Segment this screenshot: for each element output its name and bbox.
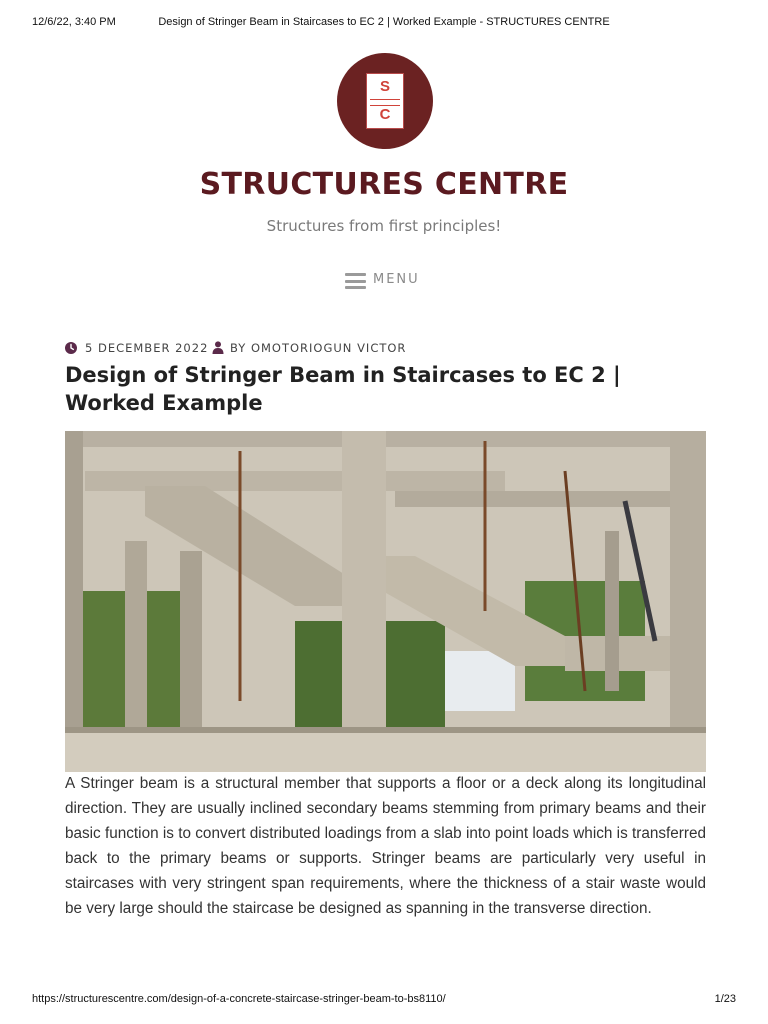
print-document-title: Design of Stringer Beam in Staircases to EC 2 | Worked Example - STRUCTURES CENTRE	[158, 16, 610, 28]
print-page-number: 1/23	[714, 993, 736, 1005]
menu-toggle-button[interactable]	[345, 270, 425, 292]
print-datetime: 12/6/22, 3:40 PM	[32, 16, 116, 28]
post-date[interactable]: 5 DECEMBER 2022	[85, 341, 209, 355]
logo-frame	[366, 73, 404, 129]
user-icon	[212, 341, 224, 354]
staircase-photo-illustration	[65, 431, 706, 772]
logo-letter-c: C	[379, 106, 391, 123]
site-logo[interactable]	[337, 53, 433, 149]
post-author[interactable]: BY OMOTORIOGUN VICTOR	[230, 341, 407, 355]
print-header	[32, 16, 736, 32]
site-tagline: Structures from first principles!	[266, 217, 502, 235]
post-paragraph: A Stringer beam is a structural member that supports a floor or a deck along its longitudinal direction. They are usually inclined secondary beams stemming from primary beams and their basic function is to convert distributed loadings from a slab into point loads which is transferred back to the primary beams or supports. Stringer beams are particularly very useful in staircases with very stringent span requirements, where the thickness of a stair waste would be very large should the staircase be designed as spanning in the transverse direction.	[65, 775, 706, 917]
post-meta	[65, 340, 705, 356]
featured-image-staircase	[65, 431, 706, 772]
clock-icon	[65, 342, 77, 354]
logo-small-text	[370, 99, 400, 106]
site-title[interactable]: STRUCTURES CENTRE	[199, 167, 569, 202]
menu-label: MENU	[373, 272, 420, 287]
logo-letter-s: S	[379, 78, 390, 95]
print-url: https://structurescentre.com/design-of-a-concrete-staircase-stringer-beam-to-bs8110/	[32, 993, 446, 1005]
print-footer	[32, 993, 736, 1009]
hamburger-icon	[345, 273, 366, 289]
post-body	[65, 771, 706, 921]
post-title: Design of Stringer Beam in Staircases to EC 2 | Worked Example	[65, 363, 621, 415]
